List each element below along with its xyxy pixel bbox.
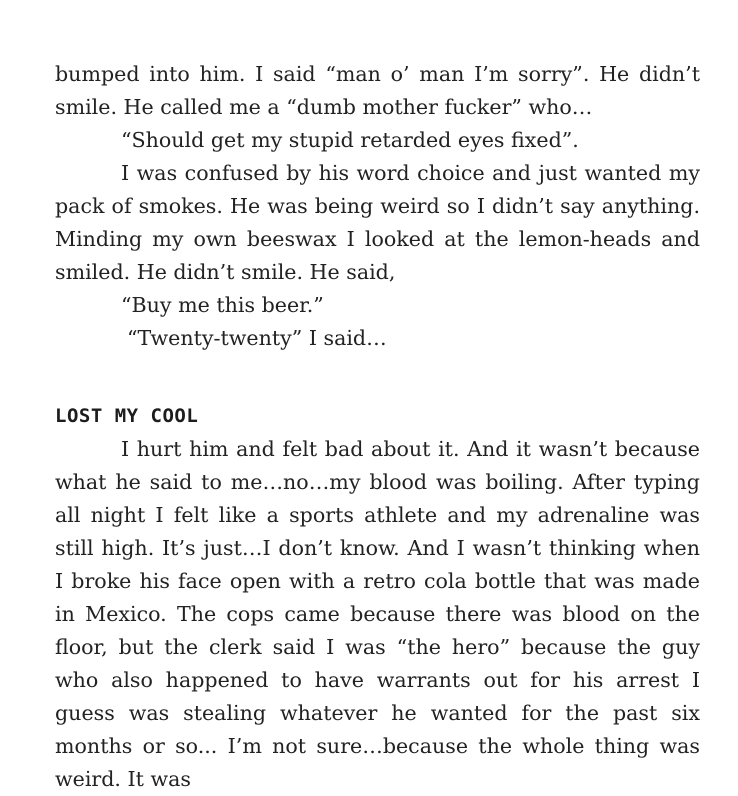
section-heading: LOST MY COOL (55, 405, 199, 427)
paragraph-continuation: bumped into him. I said “man o’ man I’m sorry”. He didn’t smile. He called me a “dumb mother fucker” who… (55, 62, 700, 119)
document-page (55, 58, 700, 796)
paragraph-lost-my-cool: I hurt him and felt bad about it. And it wasn’t because what he said to me…no…my blood was boiling. After typing all night I felt like a sports athlete and my adrenaline was still high. It’s just…I don’t know. And I wasn’t thinking when I broke his face open with a retro cola bottle that was made in Mexico. The cops came because there was blood on the floor, but the clerk said I was “the hero” because the guy who also happened to have warrants out for his arrest I guess was stealing whatever he wanted for the past six months or so... I’m not sure…because the whole thing was weird. It was (55, 437, 700, 791)
paragraph-confused: I was confused by his word choice and just wanted my pack of smokes. He was being weird so I didn’t say anything. Minding my own beeswax I looked at the lemon-heads and smiled. He didn’t smile. He said, (55, 161, 700, 284)
paragraph-twenty-twenty: “Twenty-twenty” I said… (127, 326, 387, 350)
paragraph-quote-beer: “Buy me this beer.” (121, 293, 324, 317)
section-spacer (55, 355, 700, 388)
paragraph-quote-eyes: “Should get my stupid retarded eyes fixed”. (121, 128, 579, 152)
